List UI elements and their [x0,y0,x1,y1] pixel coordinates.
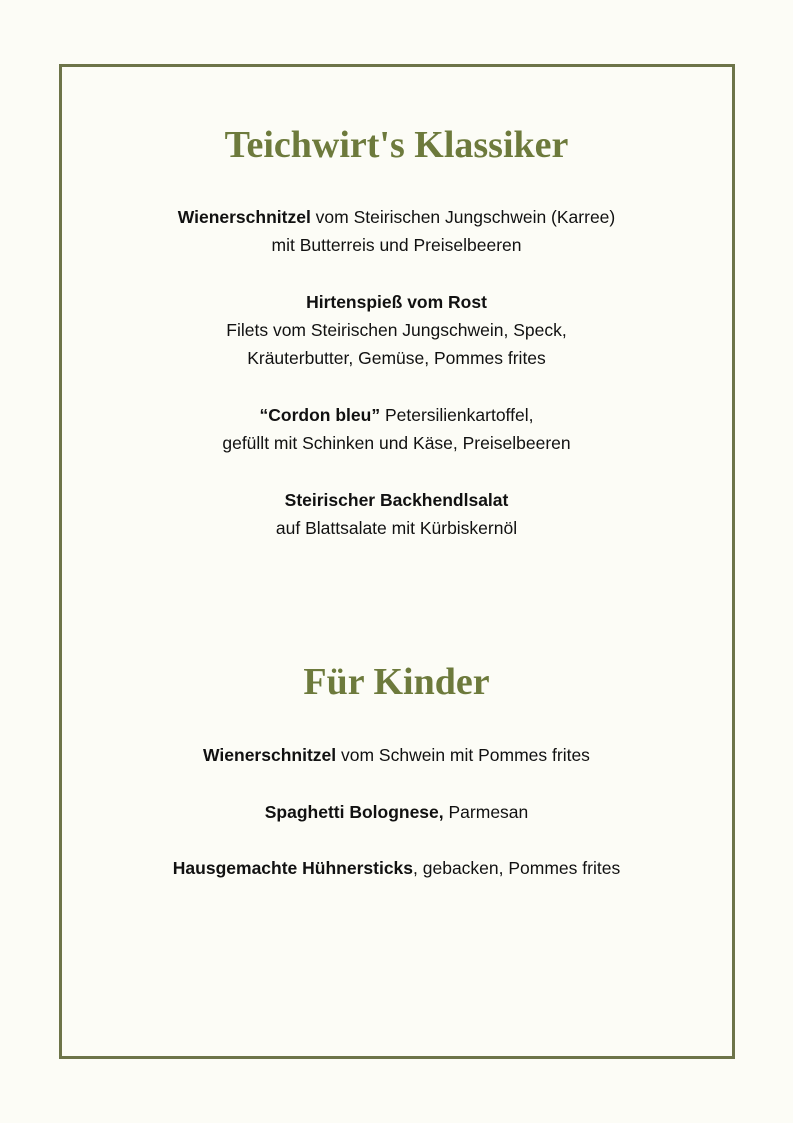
menu-item-heading [0,854,793,882]
menu-item-heading [0,798,793,826]
menu-item-heading [0,203,793,231]
menu-item-wienerschnitzel [0,203,793,259]
menu-item-heading [0,741,793,769]
menu-item-description: Filets vom Steirischen Jungschwein, Speck, [226,320,567,340]
menu-item-heading [0,401,793,429]
kids-item-wienerschnitzel [0,741,793,769]
kids-item-huehnersticks [0,854,793,882]
menu-item-description: mit Butterreis und Preiselbeeren [271,235,522,255]
menu-item-name: “Cordon bleu” [259,405,381,425]
menu-item-name: Spaghetti Bolognese, [264,802,444,822]
menu-item-name: Hausgemachte Hühnersticks [172,858,414,878]
menu-item-heading [0,486,793,514]
menu-item-name-suffix: Parmesan [443,802,529,822]
menu-item-heading [0,288,793,316]
section-title-kids: Für Kinder [303,661,490,703]
menu-item-name: Steirischer Backhendlsalat [284,490,509,510]
section-title-classics: Teichwirt's Klassiker [224,124,569,166]
menu-item-name-suffix: , gebacken, Pommes frites [413,858,621,878]
menu-item-description: gefüllt mit Schinken und Käse, Preiselbeeren [222,433,571,453]
kids-item-spaghetti [0,798,793,826]
menu-item-name: Hirtenspieß vom Rost [306,292,487,312]
menu-item-name-suffix: vom Schwein mit Pommes frites [336,745,590,765]
menu-item-description: Kräuterbutter, Gemüse, Pommes frites [247,348,546,368]
menu-item-name-suffix: vom Steirischen Jungschwein (Karree) [310,207,616,227]
menu-item-backhendlsalat [0,486,793,542]
menu-item-hirtenspiess [0,288,793,372]
menu-item-name-suffix: Petersilienkartoffel, [380,405,534,425]
menu-item-description: auf Blattsalate mit Kürbiskernöl [275,518,518,538]
menu-item-name: Wienerschnitzel [203,745,337,765]
menu-item-cordon-bleu [0,401,793,457]
menu-item-name: Wienerschnitzel [177,207,311,227]
